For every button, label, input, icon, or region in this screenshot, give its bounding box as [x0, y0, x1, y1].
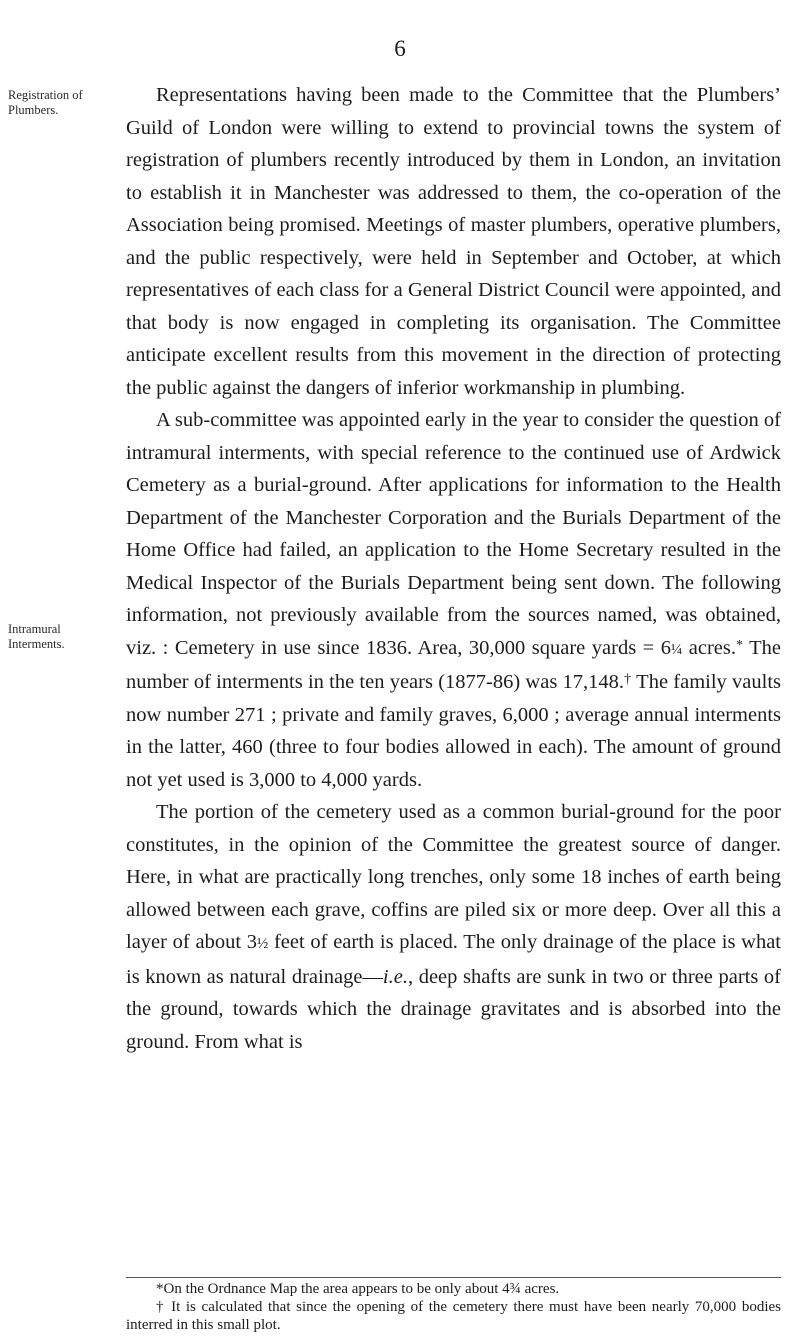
margin-note-intramural: Intramural Interments.	[8, 622, 65, 651]
footnotes	[126, 1280, 781, 1334]
paragraph-text: The number of interments in the ten years (1877-86) was 17,148.	[126, 636, 781, 693]
paragraph-intramural	[126, 404, 781, 796]
footnote-2: † It is calculated that since the opening of the cemetery there must have been nearly 70,000 bodies interred in this small plot.	[126, 1299, 781, 1333]
paragraph-text: feet of earth is placed. The only drainage of the place is what is known as natural drainage—	[126, 931, 782, 988]
body-text	[126, 79, 781, 1058]
page-number: 6	[394, 36, 406, 61]
fraction: ¼	[671, 641, 683, 658]
paragraph-text: acres.	[682, 636, 736, 659]
fraction: ½	[257, 936, 269, 952]
paragraph-registration: Representations having been made to the Committee that the Plumbers’ Guild of London were willing to extend to provincial towns the system of registration of plumbers recently introduced by them in London, an invitation to establish it in Manchester was addressed to them, the co-operation of the Association being promised. Meetings of master plumbers, operative plumbers, and the public respectively, were held in September and October, at which representatives of each class for a General District Council were appointed, and that body is now engaged in completing its organisation. The Committee anticipate excellent results from this movement in the direction of protecting the public against the dangers of inferior workmanship in plumbing.	[126, 84, 781, 399]
paragraph-burial-ground	[126, 796, 781, 1058]
footnote-divider	[126, 1277, 781, 1278]
paragraph-text: , deep shafts are sunk in two or three parts of the ground, towards which the drainage gravitates and is absorbed into the ground. From what is	[126, 965, 781, 1053]
footnote-mark: *	[735, 637, 743, 653]
margin-note-registration: Registration of Plumbers.	[8, 88, 83, 117]
italic-ie: i.e.	[382, 965, 408, 988]
paragraph-text: A sub-committee was appointed early in the year to consider the question of intramural interments, with special reference to the continued use of Ardwick Cemetery as a burial-ground. After applications for information to the Health Department of the Manchester Corporation and the Burials Department of the Home Office had failed, an application to the Home Secretary resulted in the Medical Inspector of the Burials Department being sent down. The following information, not previously available from the sources named, was obtained, viz. : Cemetery in use since 1836. Area, 30,000 square yards = 6	[126, 409, 781, 659]
footnote-1: *On the Ordnance Map the area appears to be only about 4¾ acres.	[156, 1281, 560, 1297]
paragraph-text: The portion of the cemetery used as a common burial-ground for the poor constitutes, in the opinion of the Committee the greatest source of danger. Here, in what are practically long trenches, only some 18 inches of earth being allowed between each grave, coffins are piled six or more deep. Over all this a layer of about 3	[126, 801, 781, 953]
paragraph-text: The family vaults now number 271 ; private and family graves, 6,000 ; average annual interments in the latter, 460 (three to four bodies allowed in each). The amount of ground not yet used is 3,000 to 4,000 yards.	[126, 671, 782, 791]
footnote-mark: †	[624, 672, 632, 687]
